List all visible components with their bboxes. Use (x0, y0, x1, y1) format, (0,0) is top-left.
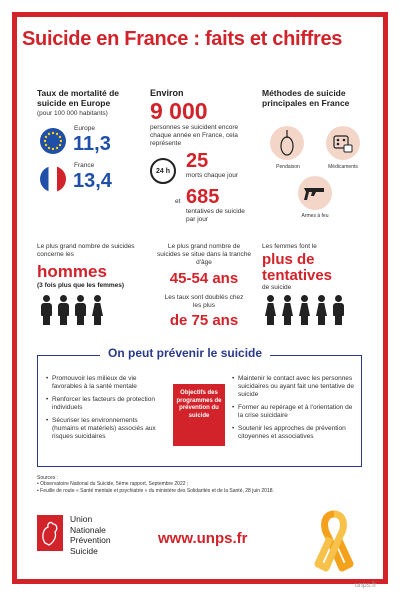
awareness-ribbon-icon (312, 508, 356, 572)
list-item: • Sécuriser les environnements (humains et matériels) associés aux risques suicidaires (46, 417, 166, 441)
source-line: • Observatoire National du Suicide, 5ème rapport, Septembre 2022 ; (37, 481, 189, 487)
attempts-text: tentatives de suicide par jour (186, 208, 245, 223)
france-label: France (74, 162, 95, 169)
method-label-2: Médicaments (328, 164, 358, 170)
man-icon (74, 295, 86, 325)
total-suicides: 9 000 (150, 98, 208, 124)
methods-heading: Méthodes de suicide principales en France (262, 88, 350, 108)
age-text: Le plus grand nombre de suicides se situe dans la tranche d'âge (157, 243, 251, 266)
watermark: unps.fr (355, 582, 377, 589)
men-figures (40, 295, 103, 325)
woman-icon (264, 295, 276, 325)
environ-label: Environ (150, 88, 184, 98)
sources-label: Sources : (37, 475, 59, 481)
org-line: Suicide (70, 545, 98, 556)
clock-icon (150, 158, 176, 184)
org-line: Nationale (70, 524, 106, 535)
europe-label: Europe (74, 125, 95, 132)
women-figures (264, 295, 344, 325)
eu-flag-icon (40, 128, 66, 154)
org-name (70, 514, 111, 556)
page-title: Suicide en France : faits et chiffres (22, 28, 343, 50)
org-line: Union (70, 514, 93, 524)
pills-icon (326, 126, 360, 160)
woman-icon (298, 295, 310, 325)
method-label-3: Armes à feu (301, 213, 329, 219)
men-highlight: hommes (37, 262, 107, 281)
woman-icon (91, 295, 103, 325)
org-line: Prévention (70, 535, 111, 545)
daily-attempts: 685 (186, 186, 220, 208)
prevention-title: On peut prévenir le suicide (100, 346, 270, 360)
man-icon (57, 295, 69, 325)
objectives-badge: Objectifs des programmes de prévention du suicide (173, 384, 225, 446)
age-highlight2: de 75 ans (169, 312, 239, 329)
total-text: personnes se suicident encore chaque année en France, cela représente (150, 124, 239, 147)
list-item: • Former au repérage et à l'orientation de la crise suicidaire (232, 404, 357, 420)
website-link[interactable]: www.unps.fr (158, 530, 248, 547)
age-text2: Les taux sont doublés chez les plus (164, 294, 244, 309)
prevention-left-list (46, 375, 166, 446)
unps-logo-icon (37, 515, 63, 551)
europe-value: 11,3 (73, 133, 111, 155)
woman-icon (281, 295, 293, 325)
man-icon (332, 295, 344, 325)
rope-icon (270, 126, 304, 160)
mortality-sub: (pour 100 000 habitants) (37, 110, 108, 117)
method-label-1: Pendaison (276, 164, 300, 170)
list-item: • Maintenir le contact avec les personnes suicidaires ou ayant fait une tentative de suicide (232, 375, 357, 399)
mortality-heading: Taux de mortalité de suicide en Europe (37, 88, 120, 108)
france-flag-icon (40, 166, 66, 192)
women-text2: de suicide (262, 284, 292, 291)
france-value: 13,4 (73, 170, 112, 192)
source-line: • Feuille de route « Santé mentale et psychiatrie » du ministère des Solidarités et de la Santé, 28 juin 2018. (37, 488, 274, 494)
men-note: (3 fois plus que les femmes) (37, 282, 125, 289)
women-text: Les femmes font le (262, 243, 317, 250)
list-item: • Renforcer les facteurs de protection individuels (46, 396, 166, 412)
list-item: • Promouvoir les milieux de vie favorables à la santé mentale (46, 375, 166, 391)
men-text: Le plus grand nombre de suicides concerne les (37, 243, 135, 258)
man-icon (40, 295, 52, 325)
clock-label: 24 h (155, 167, 170, 175)
woman-icon (315, 295, 327, 325)
daily-deaths: 25 (186, 150, 209, 172)
women-highlight: plus de tentatives (262, 251, 333, 284)
et-label: et (175, 198, 181, 205)
daily-text: morts chaque jour (186, 172, 239, 179)
age-highlight: 45-54 ans (169, 270, 239, 287)
gun-icon (298, 176, 332, 210)
prevention-right-list (232, 375, 357, 446)
list-item: • Soutenir les approches de prévention citoyennes et associatives (232, 425, 357, 441)
